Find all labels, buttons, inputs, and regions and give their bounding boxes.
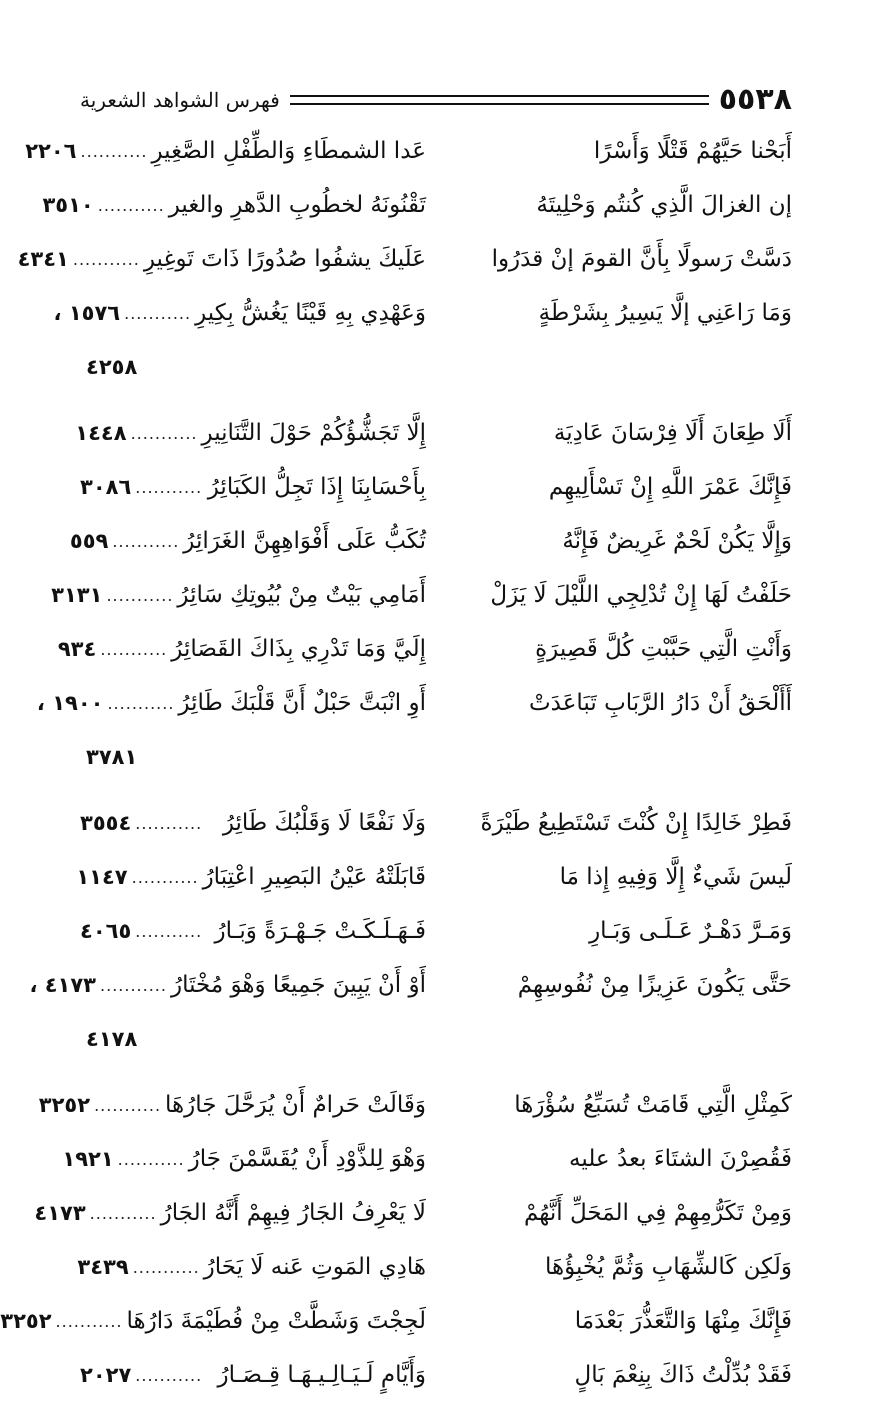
page-reference-continued: ٤٢٥٨ xyxy=(86,355,138,379)
dot-leader: ........... xyxy=(135,921,203,941)
first-hemistich: كَمِثْلِ الَّتِي قَامَتْ تُسَبِّعُ سُؤْرَهَا xyxy=(514,1092,792,1118)
verse-line xyxy=(75,406,792,460)
verse-index-list xyxy=(0,124,792,1402)
page-reference: ٣٥٥٤ xyxy=(80,811,132,835)
verse-entry xyxy=(62,1132,792,1186)
verse-entry xyxy=(36,676,792,784)
verse-entry xyxy=(57,622,792,676)
header-double-rule xyxy=(290,95,709,105)
verse-line xyxy=(80,796,792,850)
dot-leader: ........... xyxy=(117,1149,185,1169)
first-hemistich: أَلَا طِعَانَ أَلَا فِرْسَانَ عَادِيَة xyxy=(553,420,792,446)
running-title: فهرس الشواهد الشعرية xyxy=(80,88,280,112)
second-hemistich: قَابَلَتْهُ عَيْنُ البَصِيرِ اعْتِبَارُ xyxy=(202,864,426,890)
second-hemistich: وَهْوَ لِلذَّوْدِ أَنْ يُقَسَّمْنَ جَارُ xyxy=(188,1146,426,1172)
first-hemistich: فَإِنَّكَ مِنْهَا وَالتَّعَذُّرَ بَعْدَمَا xyxy=(574,1308,792,1334)
page-reference: ٣٢٥٢ xyxy=(38,1093,91,1117)
first-hemistich: وَمِنْ تَكَرُّمِهِمْ فِي المَحَلِّ أَنَّهُمْ xyxy=(523,1200,792,1226)
dot-leader: ........... xyxy=(106,585,174,605)
page-reference: ١٥٧٦ ، xyxy=(53,301,121,325)
verse-line xyxy=(51,568,792,622)
verse-line xyxy=(80,1348,792,1402)
reference-continuation-line xyxy=(80,1012,792,1066)
page-reference: ٣٤٣٩ xyxy=(77,1255,129,1279)
page-reference: ٤٠٦٥ xyxy=(80,919,132,943)
page-reference: ١١٤٧ xyxy=(76,865,128,889)
dot-leader: ........... xyxy=(131,867,199,887)
verse-line xyxy=(38,1078,792,1132)
first-hemistich: فَطِرْ خَالِدًا إِنْ كُنْتَ تَسْتَطِيعُ طَيْرَةً xyxy=(480,810,792,836)
second-hemistich: هَادِي المَوتِ عَنه لَا يَحَارُ xyxy=(203,1254,426,1280)
verse-entry xyxy=(77,1240,792,1294)
verse-line xyxy=(42,178,792,232)
first-hemistich: وَأَنْتِ الَّتِي حَبَّبْتِ كُلَّ قَصِيرَةٍ xyxy=(535,636,792,662)
page-reference: ١٩٢١ xyxy=(62,1147,114,1171)
verse-entry xyxy=(25,124,792,178)
first-hemistich: فَقُصِرْنَ الشتَاءَ بعدُ عليه xyxy=(569,1146,792,1172)
second-hemistich: فَـهَـلَـكَـتْ جَـهْـرَةً وَبَـارُ xyxy=(214,918,426,944)
dot-leader: ........... xyxy=(135,813,203,833)
first-hemistich: وَلَكِن كَالشِّهَابِ وَثُمَّ يُخْبِؤُهَا xyxy=(544,1254,792,1280)
verse-entry xyxy=(80,1348,792,1402)
page-reference: ٢٢٠٦ xyxy=(25,139,77,163)
verse-line xyxy=(69,514,792,568)
page-reference-continued: ٣٧٨١ xyxy=(86,745,138,769)
page-reference: ٣١٣١ xyxy=(51,583,103,607)
verse-entry xyxy=(29,958,792,1066)
reference-continuation-line xyxy=(80,340,792,394)
reference-continuation-line xyxy=(80,730,792,784)
verse-entry xyxy=(80,460,792,514)
dot-leader: ........... xyxy=(100,975,167,995)
second-hemistich: إِلَيَّ وَمَا تَدْرِي بِذَاكَ القَصَائِرُ xyxy=(171,636,426,662)
page-reference: ٣٥١٠ xyxy=(42,193,94,217)
first-hemistich: فَإِنَّكَ عَمْرَ اللَّهِ إِنْ تَسْأَلِيهِم xyxy=(548,474,792,500)
verse-entry xyxy=(76,850,792,904)
first-hemistich: وَمَـرَّ دَهْـرٌ عَـلَـى وَبَـارِ xyxy=(589,918,792,944)
second-hemistich: عَلَيكَ يشفُوا صُدُورًا ذَاتَ تَوغِيرِ xyxy=(143,246,426,272)
first-hemistich: وَإِلَّا يَكُنْ لَحْمٌ غَرِيضٌ فَإِنَّهُ xyxy=(562,528,792,554)
second-hemistich: وَعَهْدِي بِهِ قَيْنًا يَغُشُّ بِكِيرِ xyxy=(195,300,426,326)
second-hemistich: أَمَامِي بَيْتٌ مِنْ بُيُوتِكِ سَائِرُ xyxy=(177,582,426,608)
verse-line xyxy=(62,1132,792,1186)
verse-entry xyxy=(51,568,792,622)
page-header xyxy=(80,80,792,120)
verse-line xyxy=(29,958,792,1012)
verse-entry xyxy=(34,1186,792,1240)
second-hemistich: تَقْنُونَهُ لخطُوبِ الدَّهرِ والغير xyxy=(168,192,426,218)
verse-entry xyxy=(53,286,792,394)
second-hemistich: وَلَا نَفْعًا لَا وَقَلْبُكَ طَائِرُ xyxy=(222,810,426,836)
second-hemistich: بِأَحْسَابِنَا إِذَا تَجِلُّ الكَبَائِرُ xyxy=(207,474,426,500)
first-hemistich: وَمَا رَاعَنِي إلَّا يَسِيرُ بِشَرْطَةٍ xyxy=(538,300,792,326)
verse-line xyxy=(34,1186,792,1240)
first-hemistich: فَقَدْ بُدِّلْتُ ذَاكَ بِنِعْمَ بَالٍ xyxy=(574,1362,792,1388)
second-hemistich: عَدا الشمطَاءِ وَالطِّفْلِ الصَّغِيرِ xyxy=(151,138,426,164)
page-reference: ٩٣٤ xyxy=(57,637,97,661)
first-hemistich: إن الغزالَ الَّذِي كُنتُم وَحْلِيتَهُ xyxy=(536,192,792,218)
dot-leader: ........... xyxy=(112,531,180,551)
dot-leader: ........... xyxy=(135,477,203,497)
dot-leader: ........... xyxy=(135,1365,203,1385)
verse-line xyxy=(80,904,792,958)
page-reference: ٣٠٨٦ xyxy=(80,475,132,499)
first-hemistich: حَتَّى يَكُونَ عَزِيزًا مِنْ نُفُوسِهِمْ xyxy=(517,972,792,998)
verse-line xyxy=(25,124,792,178)
second-hemistich: وَأَيَّامٍ لَـيَـالِـيـهَـا قِـصَـارُ xyxy=(217,1362,426,1388)
second-hemistich: أَوْ أَنْ يَبِينَ جَمِيعًا وَهْوَ مُخْتَارُ xyxy=(170,972,426,998)
first-hemistich: دَسَّتْ رَسولًا بِأَنَّ القومَ إنْ قدَرُوا xyxy=(491,246,792,272)
verse-entry xyxy=(42,178,792,232)
first-hemistich: حَلَفْتُ لَهَا إِنْ تُدْلِجِي اللَّيْلَ لَا يَزَلْ xyxy=(490,582,792,608)
dot-leader: ........... xyxy=(100,639,168,659)
verse-line xyxy=(80,460,792,514)
second-hemistich: تُكَبُّ عَلَى أَفْوَاهِهِنَّ الغَرَائِرُ xyxy=(183,528,426,554)
verse-entry xyxy=(75,406,792,460)
second-hemistich: لَا يَعْرِفُ الجَارُ فِيهِمْ أَنَّهُ الجَارُ xyxy=(160,1200,426,1226)
dot-leader: ........... xyxy=(94,1095,162,1115)
dot-leader: ........... xyxy=(132,1257,200,1277)
page-reference: ٤٣٤١ xyxy=(17,247,69,271)
verse-entry xyxy=(69,514,792,568)
second-hemistich: وَقَالَتْ حَرامٌ أَنْ يُرَحَّلَ جَارُهَا xyxy=(165,1092,426,1118)
dot-leader: ........... xyxy=(107,693,175,713)
first-hemistich: لَيسَ شَيءٌ إِلَّا وَفِيهِ إِذا مَا xyxy=(559,864,792,890)
page-reference: ٥٥٩ xyxy=(69,529,109,553)
page-reference: ٤١٧٣ ، xyxy=(29,973,97,997)
page-reference: ٤١٧٣ xyxy=(34,1201,86,1225)
page-reference: ٣٢٥٢ xyxy=(0,1309,52,1333)
dot-leader: ........... xyxy=(55,1311,123,1331)
verse-line xyxy=(17,232,792,286)
page-reference: ٢٠٢٧ xyxy=(80,1363,132,1387)
second-hemistich: أَوِ انْبَتَّ حَبْلٌ أَنَّ قَلْبَكَ طَائِرُ xyxy=(178,690,426,716)
verse-line xyxy=(0,1294,792,1348)
first-hemistich: أَأَلْحَقُ أَنْ دَارُ الرَّبَابِ تَبَاعَدَتْ xyxy=(528,690,792,716)
page-number: ٥٥٣٨ xyxy=(718,82,792,117)
dot-leader: ........... xyxy=(89,1203,157,1223)
dot-leader: ........... xyxy=(97,195,165,215)
verse-line xyxy=(76,850,792,904)
dot-leader: ........... xyxy=(80,141,148,161)
verse-entry xyxy=(38,1078,792,1132)
dot-leader: ........... xyxy=(72,249,140,269)
second-hemistich: لَجِجْتَ وَشَطَّتْ مِنْ فُطَيْمَةَ دَارُهَا xyxy=(126,1308,426,1334)
page-reference: ١٩٠٠ ، xyxy=(36,691,104,715)
page-reference: ١٤٤٨ xyxy=(75,421,127,445)
verse-line xyxy=(57,622,792,676)
first-hemistich: أَبَحْنا حَيَّهُمْ قَتْلًا وَأَسْرًا xyxy=(593,138,792,164)
verse-line xyxy=(53,286,792,340)
verse-entry xyxy=(0,1294,792,1348)
verse-entry xyxy=(80,796,792,850)
verse-line xyxy=(77,1240,792,1294)
page-reference-continued: ٤١٧٨ xyxy=(86,1027,138,1051)
verse-entry xyxy=(80,904,792,958)
verse-line xyxy=(36,676,792,730)
dot-leader: ........... xyxy=(124,303,192,323)
verse-entry xyxy=(17,232,792,286)
second-hemistich: إِلَّا تَجَشُّؤُكُمْ حَوْلَ التَّنَانِيرِ xyxy=(201,420,426,446)
dot-leader: ........... xyxy=(130,423,198,443)
